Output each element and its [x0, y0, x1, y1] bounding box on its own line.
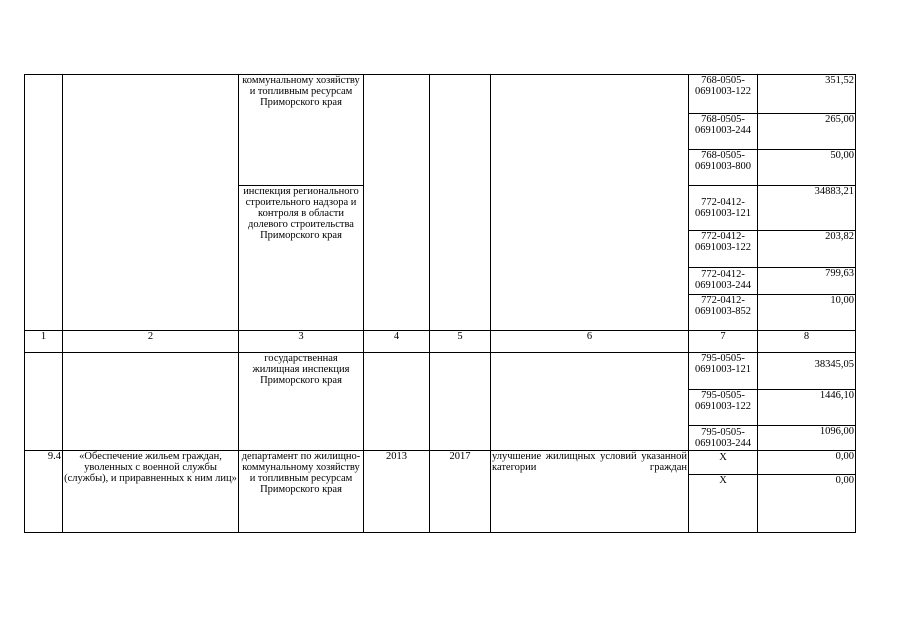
- cell-amount: 10,00: [758, 295, 856, 331]
- cell-budget-code: 768-0505-0691003-800: [689, 150, 758, 186]
- cell-budget-code: 772-0412-0691003-852: [689, 295, 758, 331]
- cell-budget-code: Х: [689, 475, 758, 533]
- cell-amount: 203,82: [758, 231, 856, 268]
- column-number: 5: [430, 331, 491, 353]
- cell-number: [25, 75, 63, 331]
- column-number: 4: [364, 331, 430, 353]
- cell-budget-code: 795-0505-0691003-244: [689, 426, 758, 451]
- cell-executor: департамент по жилищно-коммунальному хозяйству и топливным ресурсам Приморского края: [239, 451, 364, 533]
- column-number-row: [25, 331, 856, 353]
- cell-amount: 50,00: [758, 150, 856, 186]
- cell-amount: 0,00: [758, 451, 856, 475]
- cell-budget-code: 768-0505-0691003-244: [689, 114, 758, 150]
- cell-end-year: [430, 353, 491, 451]
- table-row: [25, 75, 856, 114]
- cell-budget-code: 772-0412-0691003-121: [689, 186, 758, 231]
- cell-amount: 1446,10: [758, 390, 856, 426]
- cell-amount: 799,63: [758, 268, 856, 295]
- column-number: 6: [491, 331, 689, 353]
- table-row: [25, 451, 856, 475]
- column-number: 7: [689, 331, 758, 353]
- cell-result: [491, 75, 689, 331]
- cell-number: 9.4: [25, 451, 63, 533]
- cell-budget-code: 795-0505-0691003-121: [689, 353, 758, 390]
- cell-name: «Обеспечение жильем граждан, уволенных с военной службы (службы), и приравненных к ним лиц»: [63, 451, 239, 533]
- cell-number: [25, 353, 63, 451]
- cell-amount: 1096,00: [758, 426, 856, 451]
- budget-table: [24, 74, 856, 533]
- column-number: 2: [63, 331, 239, 353]
- cell-amount: 34883,21: [758, 186, 856, 231]
- cell-amount: 265,00: [758, 114, 856, 150]
- cell-end-year: 2017: [430, 451, 491, 533]
- cell-amount: 38345,05: [758, 353, 856, 390]
- cell-executor: инспекция регионального строительного надзора и контроля в области долевого строительства Приморского края: [239, 186, 364, 331]
- cell-executor: коммунальному хозяйству и топливным ресурсам Приморского края: [239, 75, 364, 186]
- cell-result: улучшение жилищных условий указанной категории граждан: [491, 451, 689, 533]
- column-number: 1: [25, 331, 63, 353]
- column-number: 8: [758, 331, 856, 353]
- cell-name: [63, 75, 239, 331]
- table-row: [25, 353, 856, 390]
- cell-name: [63, 353, 239, 451]
- cell-budget-code: 768-0505-0691003-122: [689, 75, 758, 114]
- cell-start-year: 2013: [364, 451, 430, 533]
- cell-amount: 351,52: [758, 75, 856, 114]
- cell-budget-code: Х: [689, 451, 758, 475]
- cell-budget-code: 772-0412-0691003-122: [689, 231, 758, 268]
- cell-end-year: [430, 75, 491, 331]
- column-number: 3: [239, 331, 364, 353]
- cell-executor: государственная жилищная инспекция Приморского края: [239, 353, 364, 451]
- cell-start-year: [364, 353, 430, 451]
- cell-start-year: [364, 75, 430, 331]
- cell-result: [491, 353, 689, 451]
- cell-amount: 0,00: [758, 475, 856, 533]
- cell-budget-code: 795-0505-0691003-122: [689, 390, 758, 426]
- cell-budget-code: 772-0412-0691003-244: [689, 268, 758, 295]
